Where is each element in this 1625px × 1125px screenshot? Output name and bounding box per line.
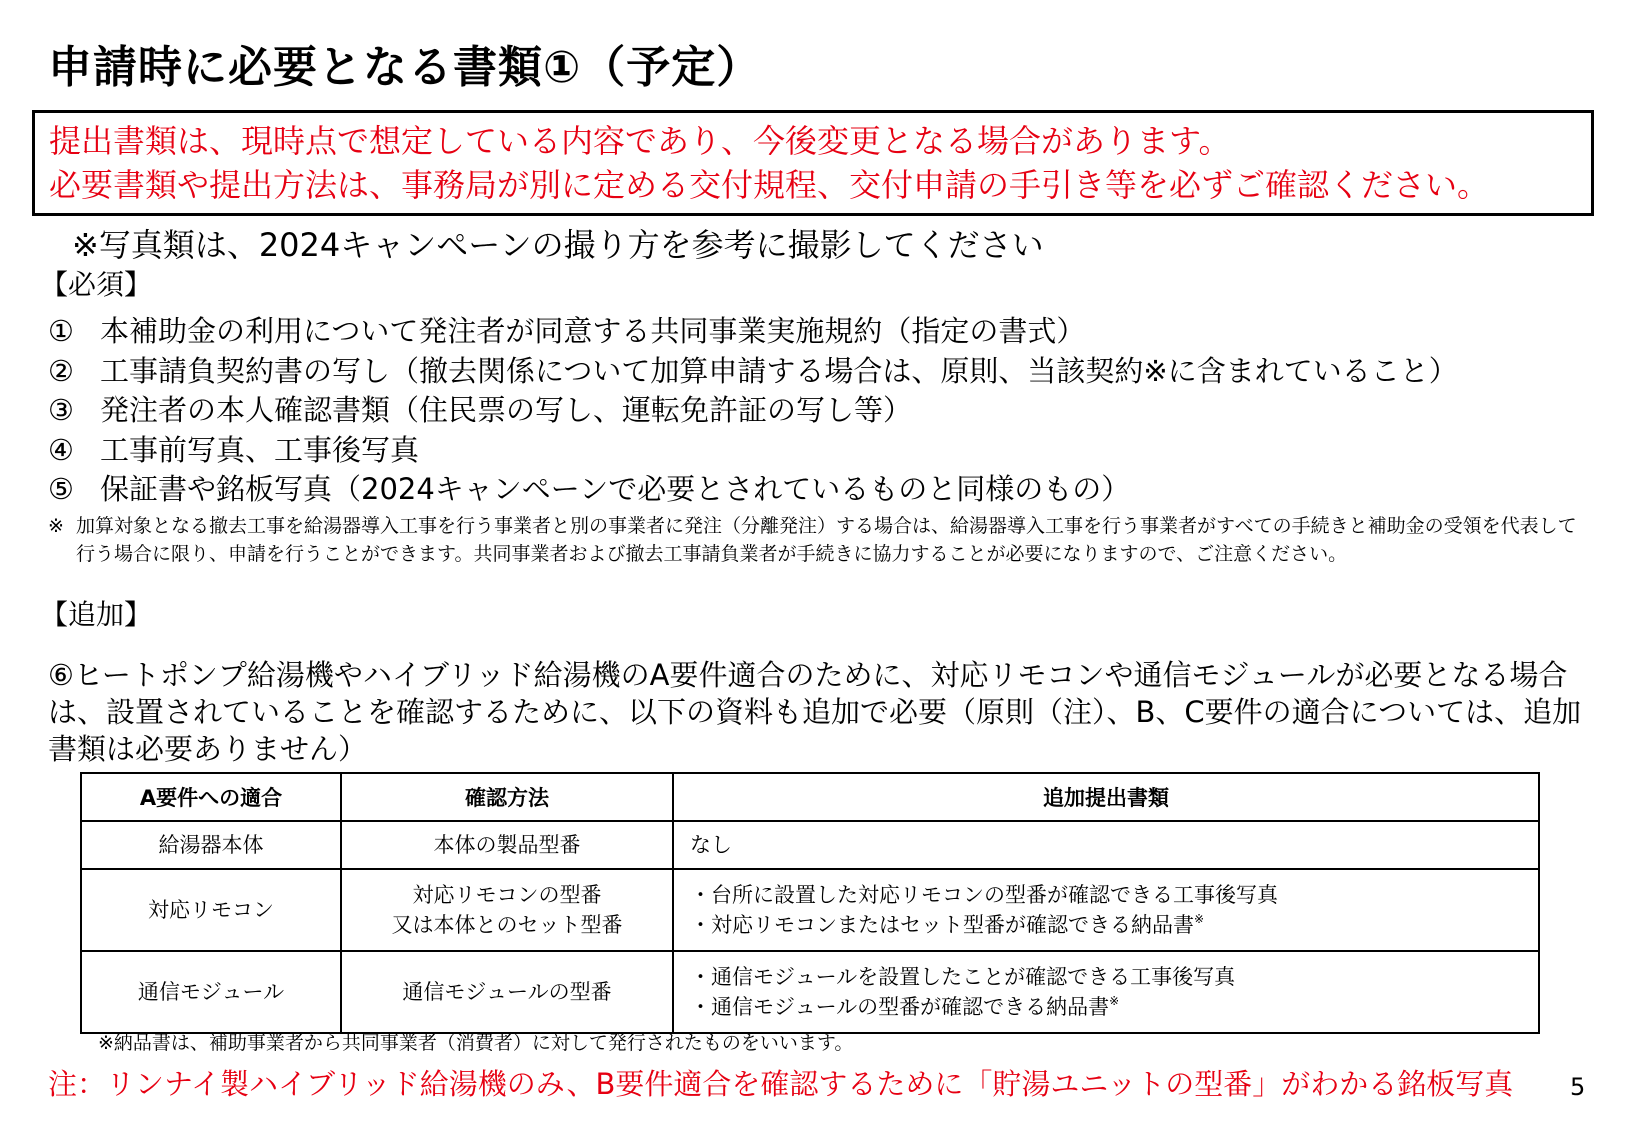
required-footnote: [48, 512, 1588, 568]
table-row: [81, 869, 1539, 951]
docs-line: ・対応リモコンまたはセット型番が確認できる納品書: [690, 913, 1194, 937]
docs-line-with-mark: [690, 910, 1537, 940]
item-number: ①: [48, 314, 74, 348]
list-item: [48, 431, 1458, 471]
sup-mark: ※: [1194, 912, 1205, 926]
list-item: [48, 391, 1458, 431]
item-text: 保証書や銘板写真（2024キャンペーンで必要とされているものと同様のもの）: [100, 472, 1131, 506]
item-number: ③: [48, 393, 74, 427]
notice-box: [32, 110, 1594, 216]
photo-note: ※写真類は、2024キャンペーンの撮り方を参考に撮影してください: [72, 226, 1044, 264]
target-cell: 通信モジュール: [81, 951, 341, 1033]
docs-cell: [673, 869, 1539, 951]
required-list: [48, 312, 1458, 510]
footnote-text: 加算対象となる撤去工事を給湯器導入工事を行う事業者と別の事業者に発注（分離発注）する場合は、給湯器導入工事を行う事業者がすべての手続きと補助金の受領を代表して行う場合に限り、申請を行うことができます。共同事業者および撤去工事請負業者が手続きに協力することが必要になりますので、ご注意ください。: [76, 515, 1577, 565]
item-text: 本補助金の利用について発注者が同意する共同事業実施規約（指定の書式）: [100, 314, 1086, 348]
docs-line: ・通信モジュールの型番が確認できる納品書: [690, 995, 1110, 1019]
item-text: 工事請負契約書の写し（撤去関係について加算申請する場合は、原則、当該契約※に含まれていること）: [100, 353, 1458, 388]
list-item: [48, 352, 1458, 392]
table-header-row: [81, 773, 1539, 821]
table-note: ※納品書は、補助事業者から共同事業者（消費者）に対して発行されたものをいいます。: [98, 1032, 854, 1054]
page-number: 5: [1570, 1073, 1586, 1101]
method-line: 又は本体とのセット型番: [391, 913, 623, 937]
table-row: [81, 951, 1539, 1033]
required-heading: 【必須】: [40, 268, 153, 301]
method-cell: [341, 951, 673, 1033]
docs-line-with-mark: [690, 992, 1537, 1022]
notice-line-2: 必要書類や提出方法は、事務局が別に定める交付規程、交付申請の手引き等を必ずご確認ください。: [49, 166, 1490, 204]
method-line: 対応リモコンの型番: [412, 883, 602, 907]
header-cell: A要件への適合: [81, 773, 341, 821]
item-number: ④: [48, 432, 74, 467]
additional-heading: 【追加】: [40, 598, 153, 631]
list-item: [48, 470, 1458, 510]
notice-line-1: 提出書類は、現時点で想定している内容であり、今後変更となる場合があります。: [49, 122, 1231, 160]
item-number: ②: [48, 353, 74, 388]
target-cell: 対応リモコン: [81, 869, 341, 951]
method-cell: [341, 821, 673, 869]
docs-line: ・台所に設置した対応リモコンの型番が確認できる工事後写真: [690, 883, 1278, 907]
sup-mark: ※: [1109, 994, 1120, 1008]
list-item: [48, 312, 1458, 352]
docs-line: ・通信モジュールを設置したことが確認できる工事後写真: [690, 965, 1236, 989]
method-cell: [341, 869, 673, 951]
docs-cell: [673, 951, 1539, 1033]
item-text: 発注者の本人確認書類（住民票の写し、運転免許証の写し等）: [100, 393, 913, 427]
additional-text: ⑥ヒートポンプ給湯機やハイブリッド給湯機のA要件適合のために、対応リモコンや通信モジュールが必要となる場合は、設置されていることを確認するために、以下の資料も追加で必要（原則（注）、B、C要件の適合については、追加書類は必要ありません）: [48, 658, 1582, 766]
method-line: 本体の製品型番: [433, 833, 581, 857]
footnote-mark: ※: [48, 515, 64, 537]
header-cell: 確認方法: [341, 773, 673, 821]
docs-cell: [673, 821, 1539, 869]
docs-line: なし: [690, 833, 732, 857]
page-title: 申請時に必要となる書類①（予定）: [48, 42, 762, 93]
red-note: 注：リンナイ製ハイブリッド給湯機のみ、B要件適合を確認するために「貯湯ユニットの型番」がわかる銘板写真: [48, 1067, 1514, 1101]
requirements-table: [80, 772, 1540, 1034]
item-text: 工事前写真、工事後写真: [100, 432, 420, 467]
method-line: 通信モジュールの型番: [402, 980, 612, 1004]
header-cell: 追加提出書類: [673, 773, 1539, 821]
item-number: ⑤: [48, 472, 74, 506]
table-row: [81, 821, 1539, 869]
target-cell: 給湯器本体: [81, 821, 341, 869]
